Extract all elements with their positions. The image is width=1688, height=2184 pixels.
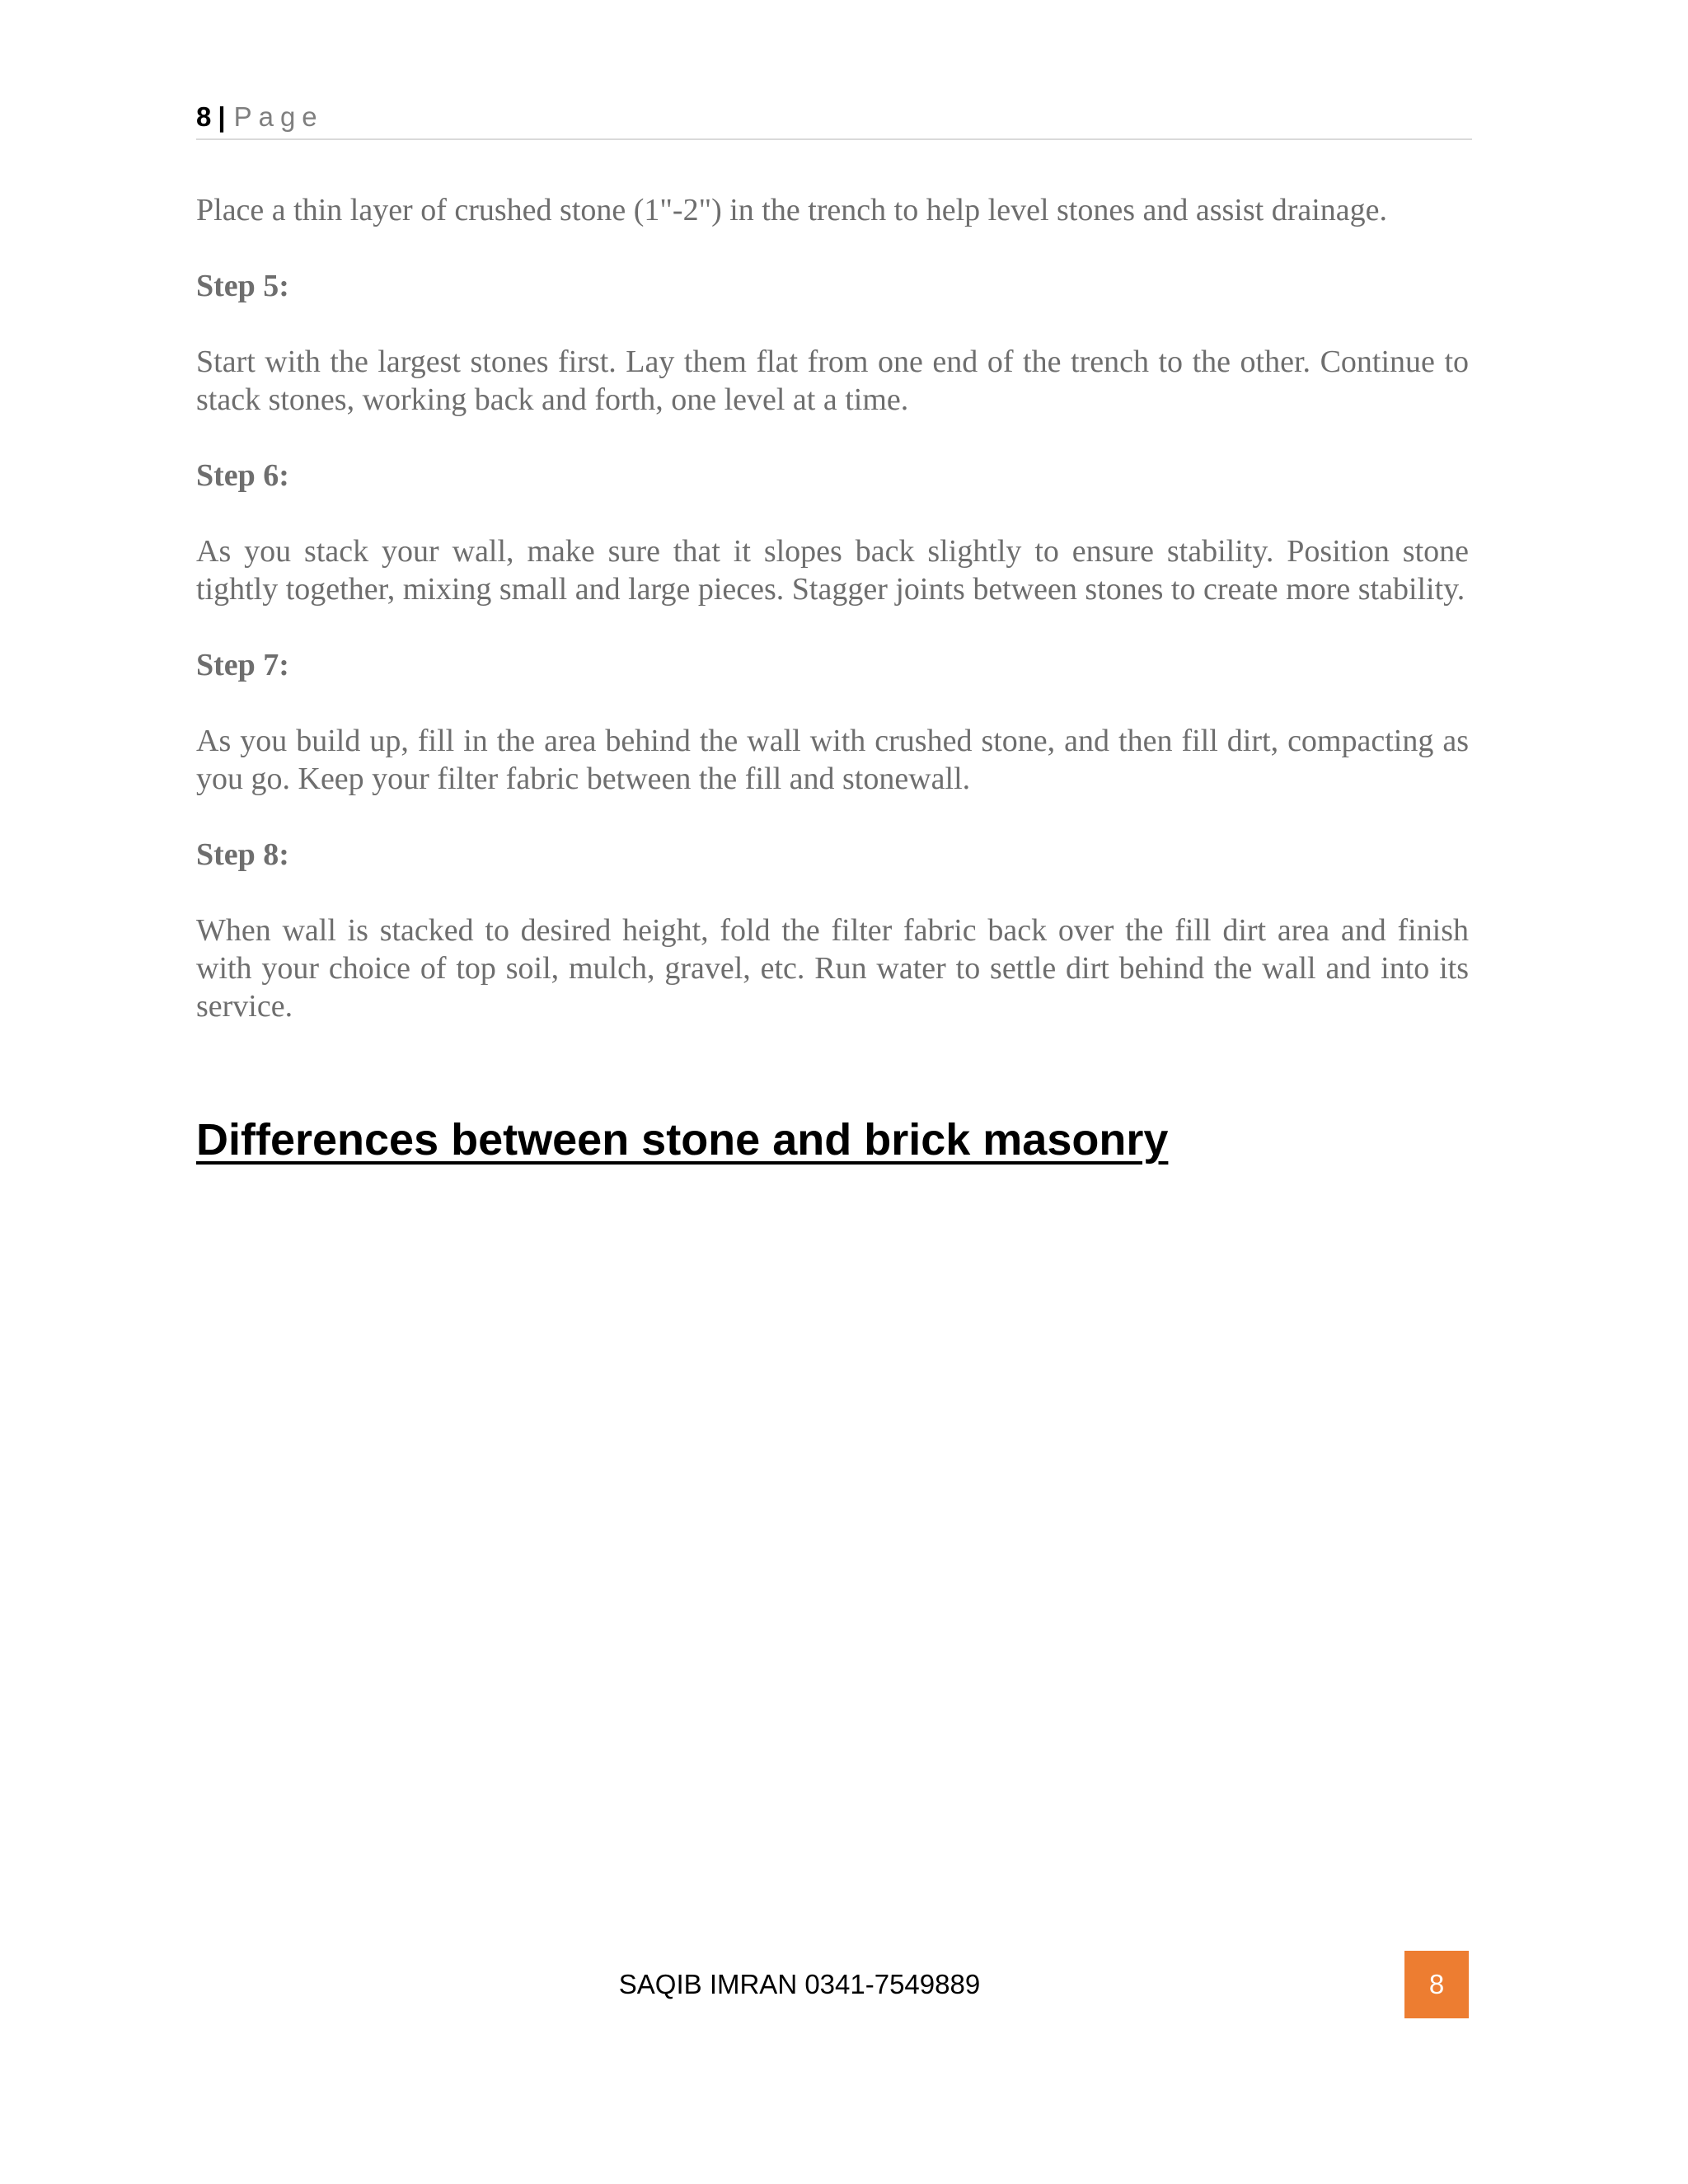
step-8-title: Step 8: (196, 837, 289, 872)
step-8-text: When wall is stacked to desired height, fold the filter fabric back over the fill dirt area and finish with your choice of top soil, mulch, gravel, etc. Run water to settle dirt behind the wall and into its service. (196, 913, 1469, 1024)
intro-paragraph: Place a thin layer of crushed stone (1"-2") in the trench to help level stones and assist drainage. (196, 193, 1388, 227)
header-page-number: 8 (196, 101, 212, 132)
header-separator: | (218, 101, 226, 132)
step-7-title: Step 7: (196, 648, 289, 682)
header-page-word: Page (233, 101, 324, 132)
section-heading: Differences between stone and brick masonry (196, 1115, 1169, 1165)
step-6-title: Step 6: (196, 458, 289, 493)
step-7-text: As you build up, fill in the area behind the wall with crushed stone, and then fill dirt, compacting as you go. Keep your filter fabric between the fill and stonewall. (196, 724, 1469, 796)
step-5-text: Start with the largest stones first. Lay them flat from one end of the trench to the other. Continue to stack stones, working back and forth, one level at a time. (196, 344, 1469, 417)
footer-page-number-box: 8 (1404, 1951, 1469, 2018)
step-5-title: Step 5: (196, 269, 289, 303)
footer-author: SAQIB IMRAN 0341-7549889 (618, 1969, 981, 1999)
document-body (196, 191, 1469, 1063)
page-header (196, 99, 1472, 140)
step-6-text: As you stack your wall, make sure that it slopes back slightly to ensure stability. Position stone tightly together, mixing small and large pieces. Stagger joints between stones to create more stability. (196, 534, 1469, 607)
